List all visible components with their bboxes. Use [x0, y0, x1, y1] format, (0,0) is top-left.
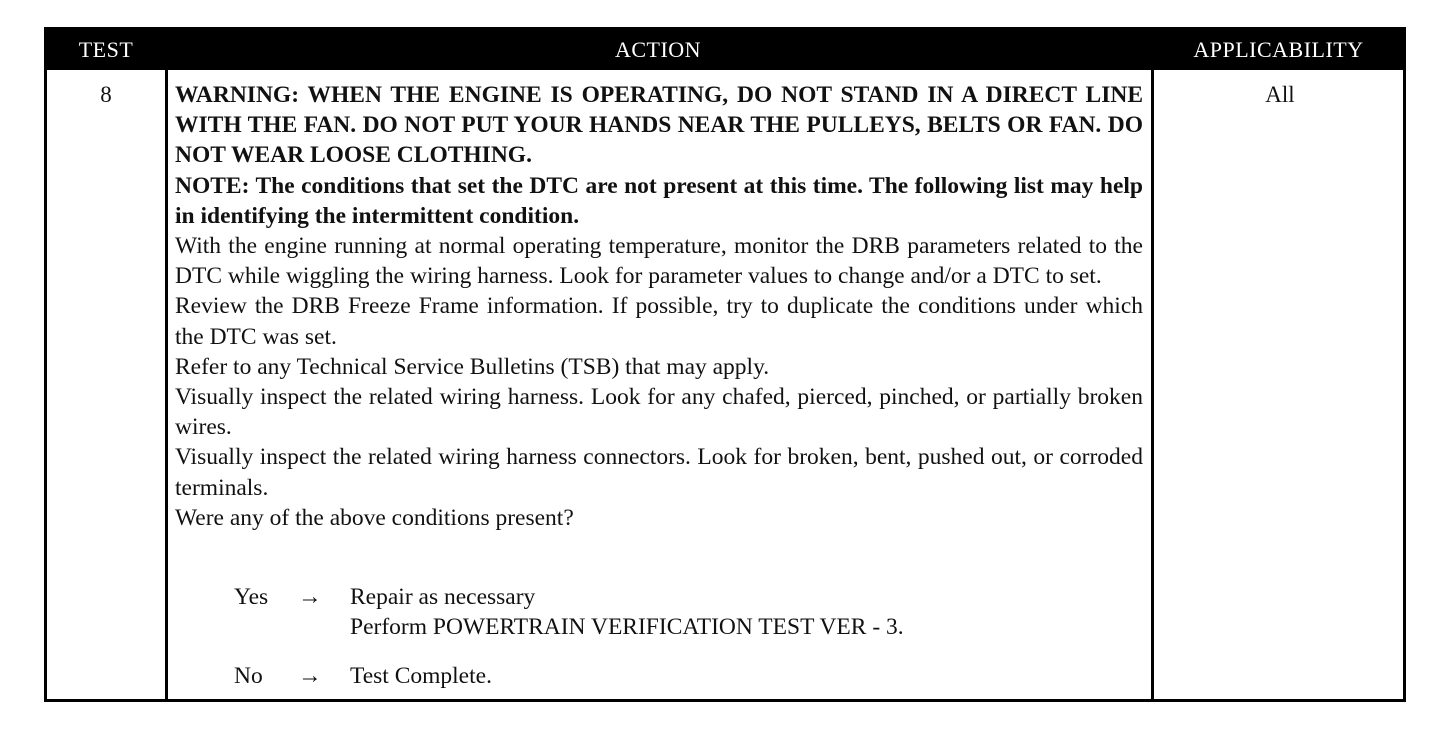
- question-text: Were any of the above conditions present?: [175, 504, 574, 531]
- instruction-paragraph: Review the DRB Freeze Frame information. If possible, try to duplicate the conditions under which the DTC was set.: [175, 293, 1143, 350]
- warning-text: WARNING: WHEN THE ENGINE IS OPERATING, DO NOT STAND IN A DIRECT LINE WITH THE FAN. DO NOT PUT YOUR HANDS NEAR THE PULLEYS, BELTS OR FAN. DO NOT WEAR LOOSE CLOTHING.: [175, 82, 1143, 169]
- header-applicability: APPLICABILITY: [1193, 37, 1364, 62]
- applicability-value: All: [1265, 82, 1295, 107]
- column-divider-right: [1151, 70, 1154, 699]
- instruction-paragraph: Visually inspect the related wiring harness. Look for any chafed, pierced, pinched, or partially broken wires.: [175, 384, 1143, 441]
- instruction-paragraph: Refer to any Technical Service Bulletins (TSB) that may apply.: [175, 353, 770, 380]
- instruction-paragraph: With the engine running at normal operating temperature, monitor the DRB parameters related to the DTC while wiggling the wiring harness. Look for parameter values to change and/or a DTC to set.: [175, 233, 1143, 290]
- header-action: ACTION: [614, 37, 702, 62]
- no-label: No: [234, 663, 263, 689]
- no-result: Test Complete.: [350, 663, 492, 689]
- column-divider-left: [165, 70, 168, 699]
- yes-result-line: Repair as necessary: [350, 584, 536, 610]
- instruction-paragraph: Visually inspect the related wiring harness connectors. Look for broken, bent, pushed out, or corroded terminals.: [175, 444, 1143, 501]
- action-cell: [175, 80, 1143, 533]
- arrow-right-icon: →: [298, 584, 322, 610]
- table-header: [47, 30, 1403, 70]
- yes-result: [350, 582, 1090, 642]
- test-number: 8: [100, 82, 112, 107]
- header-test: TEST: [78, 37, 134, 62]
- arrow-right-icon: →: [298, 663, 322, 689]
- yes-label: Yes: [234, 584, 269, 610]
- yes-result-line: Perform POWERTRAIN VERIFICATION TEST VER - 3.: [350, 614, 904, 641]
- note-text: NOTE: The conditions that set the DTC are not present at this time. The following list may help in identifying the intermittent condition.: [175, 172, 1143, 229]
